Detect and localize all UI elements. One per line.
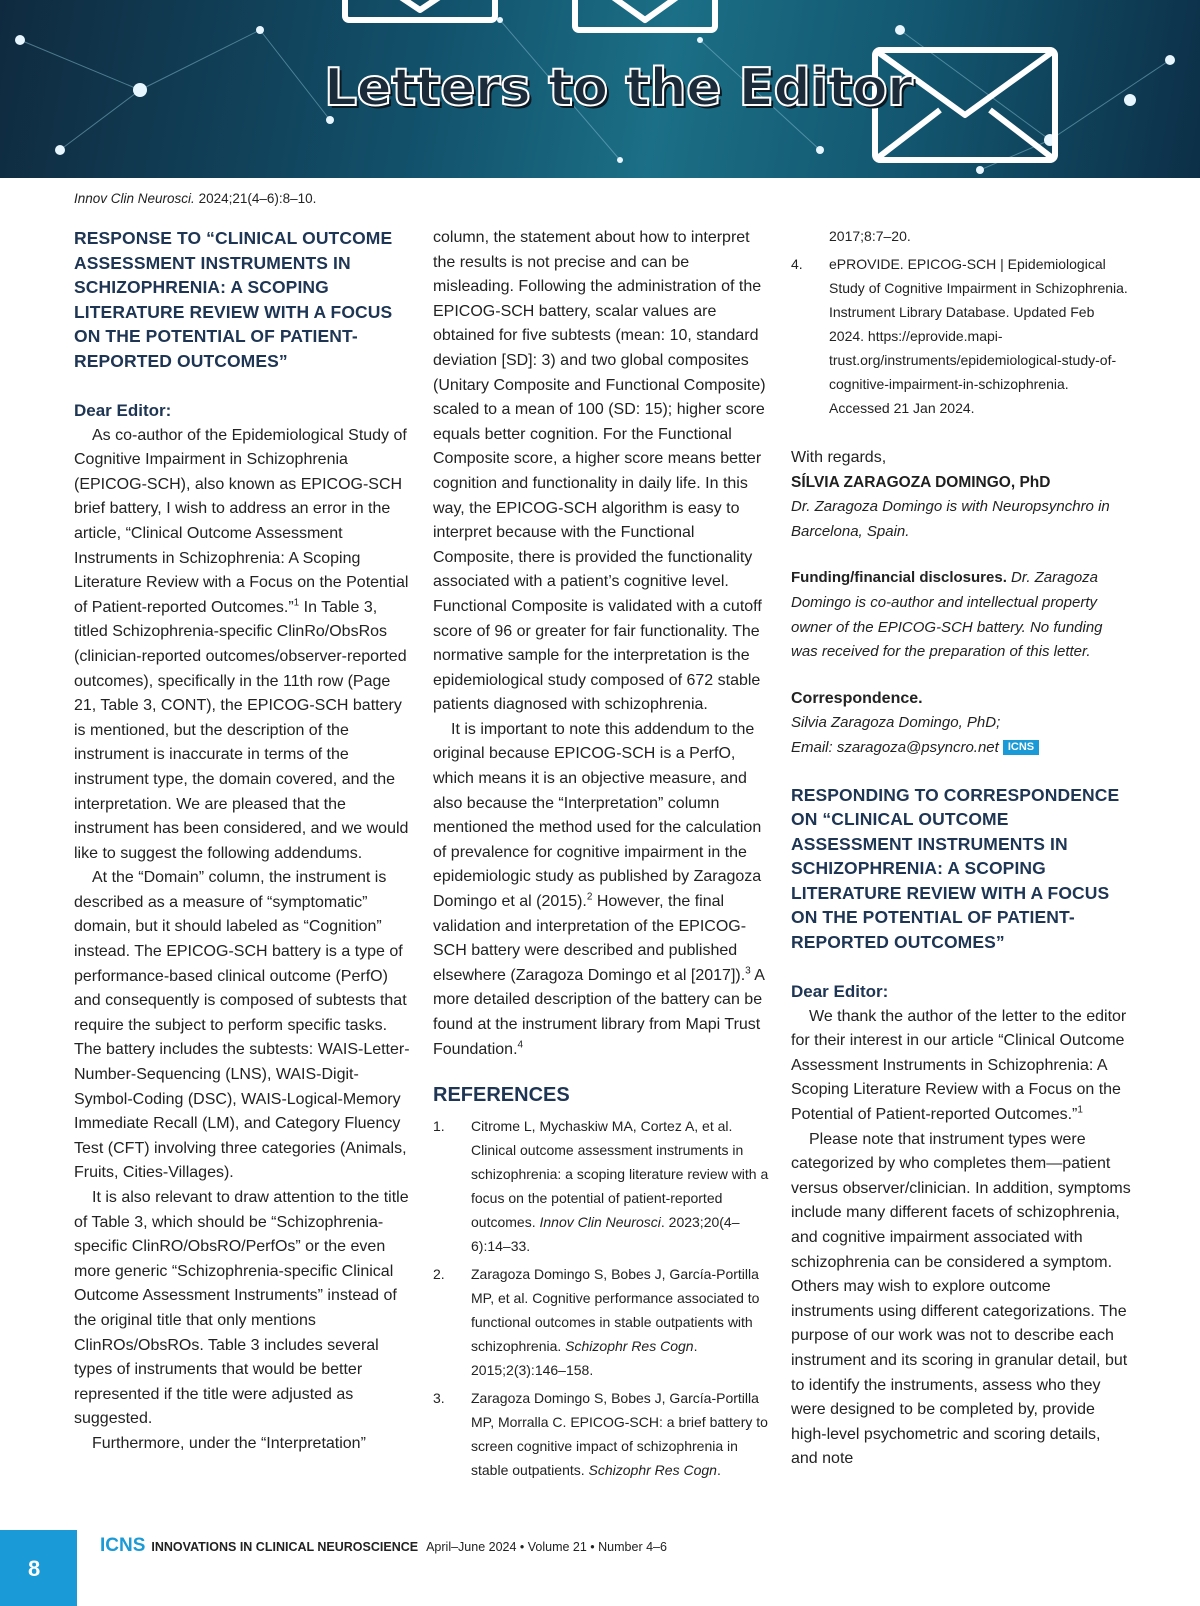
- ref-superscript: 1: [293, 597, 300, 609]
- letter1-heading: RESPONSE TO “CLINICAL OUTCOME ASSESSMENT INSTRUMENTS IN SCHIZOPHRENIA: A SCOPING LITERATURE REVIEW WITH A FOCUS ON THE POTENTIAL OF PATIENT-REPORTED OUTCOMES”: [74, 228, 393, 371]
- reference-number: 3.: [433, 1390, 445, 1407]
- letter1-paragraph-3: It is also relevant to draw attention to the title of Table 3, which should be “Schizophrenia-specific ClinRO/ObsRO/PerfOs” or the even more generic “Schizophrenia-specific Clinical Outcome Assessment Instruments” instead of the original title that only mentions ClinROs/ObsROs. Table 3 includes several types of instruments that would be better represented if the title were adjusted as suggested.: [74, 1189, 409, 1428]
- correspondence-name: Silvia Zaragoza Domingo, PhD;: [791, 714, 1001, 732]
- letter2-salutation: Dear Editor:: [791, 982, 889, 1002]
- reference-text: [471, 1386, 773, 1482]
- correspondence-label: Correspondence.: [791, 689, 923, 707]
- references-heading: REFERENCES: [433, 1084, 570, 1107]
- reference-journal: Schizophr Res Cogn: [588, 1462, 717, 1479]
- regards: With regards,: [791, 449, 887, 466]
- funding-label: Funding/financial disclosures.: [791, 569, 1007, 587]
- page-number: 8: [28, 1556, 41, 1581]
- reference-text: ePROVIDE. EPICOG-SCH | Epidemiological Study of Cognitive Impairment in Schizophrenia. Instrument Library Database. Updated Feb 2024. https://eprovide.mapi-trust.org/instruments/epidemiological-study-of-cognitive-impairment-in-schizophrenia. Accessed 21 Jan 2024.: [829, 256, 1128, 416]
- reference-item: [433, 1114, 773, 1258]
- citation-line: [74, 191, 316, 206]
- letter1-paragraph-5: [433, 718, 773, 1062]
- letter1-paragraph-1: [74, 424, 410, 867]
- letter1-salutation: Dear Editor:: [74, 401, 172, 420]
- author-affiliation: Dr. Zaragoza Domingo is with Neuropsynchro in Barcelona, Spain.: [791, 498, 1110, 540]
- letter1-p5-text-cont: However, the final validation and interpretation of the EPICOG-SCH battery were described and published elsewhere (Zaragoza Domingo et al [2017]).: [433, 893, 747, 984]
- reference-item: [791, 252, 1131, 420]
- correspondence-email-line: [791, 736, 1131, 761]
- letter1-paragraph-4-start: Furthermore, under the “Interpretation”: [92, 1434, 366, 1452]
- footer-running-line: [100, 1535, 667, 1557]
- letter1-paragraph-2: At the “Domain” column, the instrument is described as a measure of “symptomatic” domain, but it should labeled as “Cognition” instead. The EPICOG-SCH battery is a type of performance-based clinical outcome (PerfO) and consequently is composed of subtests that require the subject to perform specific tasks. The battery includes the subtests: WAIS-Letter-Number-Sequencing (LNS), WAIS-Digit-Symbol-Coding (DSC), WAIS-Logical-Memory Immediate Recall (LM), and Category Fluency Test (CFT) involving three categories (Animals, Fruits, Cities-Villages).: [74, 869, 410, 1182]
- reference-item-cont: [791, 224, 1131, 248]
- letter1-body: [74, 399, 410, 1457]
- reference-volume-cont: 2017;8:7–20.: [829, 228, 911, 244]
- letter1-paragraph-4-cont: column, the statement about how to interpret the results is not precise and can be misleading. Following the administration of the EPICOG-SCH battery, scalar values are obtained for five subtests (mean: 10, standard deviation [SD]: 3) and two global composites (Unitary Composite and Functional Composite) scaled to a mean of 100 (SD: 15); higher score equals better cognition. For the Functional Composite score, a higher score means better cognition and functionality in daily life. In this way, the EPICOG-SCH algorithm is easy to interpret because with the Functional Composite, there is provided the functionality associated with a patient’s cognitive level. Functional Composite is validated with a cutoff score of 96 or greater for fair functionality. The normative sample for the interpretation is the epidemiological study composed of 672 stable patients diagnosed with schizophrenia.: [433, 229, 766, 714]
- reference-journal: Schizophr Res Cogn: [565, 1338, 694, 1355]
- letter2-body: [791, 980, 1131, 1472]
- reference-volume: . 2023;20(4–6):14–33.: [471, 1214, 740, 1255]
- letter2-paragraph-2: Please note that instrument types were categorized by who completes them—patient versus observer/clinician. In addition, symptoms include many different facets of schizophrenia, and cognitive impairment associated with schizophrenia can be considered a symptom. Others may wish to explore outcome instruments using different categorizations. The purpose of our work was not to describe each instrument and its scoring in granular detail, but to identify the instruments, assess who they were designed to be completed by, provide high-level psychometric and scoring details, and note: [791, 1130, 1131, 1468]
- letter2-paragraph-1: [791, 1005, 1131, 1128]
- footer-issue: April–June 2024 • Volume 21 • Number 4–6: [426, 1540, 667, 1554]
- reference-text: [471, 1114, 773, 1258]
- ref-superscript: 3: [745, 965, 751, 977]
- column-1: [74, 226, 410, 1457]
- letter2-heading: RESPONDING TO CORRESPONDENCE ON “CLINICAL OUTCOME ASSESSMENT INSTRUMENTS IN SCHIZOPHRENIA: A SCOPING LITERATURE REVIEW WITH A FOCUS ON THE POTENTIAL OF PATIENT-REPORTED OUTCOMES”: [791, 784, 1120, 952]
- ref-superscript: 1: [1077, 1104, 1083, 1116]
- reference-number-blank: [791, 224, 829, 248]
- reference-item: [433, 1262, 773, 1382]
- column-2: [433, 226, 773, 1486]
- letter1-p1-text: As co-author of the Epidemiological Study of Cognitive Impairment in Schizophrenia (EPICOG-SCH), also known as EPICOG-SCH brief battery, I wish to address an error in the article, “Clinical Outcome Assessment Instruments in Schizophrenia: A Scoping Literature Review with a Focus on the Potential of Patient-reported Outcomes.”: [74, 426, 409, 616]
- reference-item: [433, 1386, 773, 1482]
- footer-brand: ICNS: [100, 1535, 146, 1556]
- banner-title: Letters to the Editor: [324, 58, 913, 118]
- reference-body: Citrome L, Mychaskiw MA, Cortez A, et al. Clinical outcome assessment instruments in schizophrenia: a scoping literature review with a focus on the potential of patient-reported outcomes.: [471, 1118, 769, 1231]
- reference-volume: . 2015;2(3):146–158.: [471, 1338, 698, 1379]
- column-3: [791, 224, 1131, 1472]
- letter1-body-cont: [433, 226, 773, 1062]
- correspondence-email: Email: szaragoza@psyncro.net: [791, 738, 999, 756]
- reference-number: 1.: [433, 1118, 445, 1135]
- footer-journal: INNOVATIONS IN CLINICAL NEUROSCIENCE: [151, 1540, 419, 1554]
- reference-text: [471, 1262, 773, 1382]
- ref-superscript: 4: [517, 1039, 524, 1051]
- funding-text: Dr. Zaragoza Domingo is co-author and intellectual property owner of the EPICOG-SCH battery. No funding was received for the preparation of this letter.: [791, 569, 1103, 661]
- author-name: SÍLVIA ZARAGOZA DOMINGO, PhD: [791, 473, 1051, 491]
- citation-details: 2024;21(4–6):8–10.: [194, 191, 317, 206]
- reference-number: 2.: [433, 1266, 445, 1283]
- citation-journal: Innov Clin Neurosci.: [74, 191, 195, 206]
- letter1-p5-text-end: A more detailed description of the battery can be found at the instrument library from Mapi Trust Foundation.: [433, 966, 765, 1058]
- reference-number: 4.: [791, 256, 803, 272]
- ref-superscript: 2: [586, 891, 593, 903]
- signature-block: [791, 446, 1131, 761]
- letter1-p1-text-cont: In Table 3, titled Schizophrenia-specific ClinRo/ObsRos (clinician-reported outcomes/observer-reported outcomes), specifically in the 11th row (Page 21, Table 3, CONT), the EPICOG-SCH battery is mentioned, but the description of the instrument is inaccurate in terms of the instrument type, the domain covered, and the interpretation. We are pleased that the instrument has been considered, and we would like to suggest the following addendums.: [74, 598, 409, 862]
- header-banner: [0, 0, 1200, 178]
- reference-journal: Innov Clin Neurosci: [539, 1214, 661, 1231]
- letter2-p1-text: We thank the author of the letter to the editor for their interest in our article “Clinical Outcome Assessment Instruments in Schizophrenia: A Scoping Literature Review with a Focus on the Potential of Patient-reported Outcomes.”: [791, 1007, 1127, 1123]
- reference-body: Zaragoza Domingo S, Bobes J, García-Portilla MP, et al. Cognitive performance associated to functional outcomes in stable outpatients with schizophrenia.: [471, 1266, 760, 1355]
- funding-disclosure: [791, 566, 1131, 664]
- icns-badge: ICNS: [1003, 740, 1039, 755]
- reference-body: Zaragoza Domingo S, Bobes J, García-Portilla MP, Morralla C. EPICOG-SCH: a brief battery to screen cognitive impact of schizophrenia in stable outpatients.: [471, 1390, 768, 1479]
- letter1-p5-text: It is important to note this addendum to the original because EPICOG-SCH is a PerfO, which means it is an objective measure, and also because the “Interpretation” column mentioned the method used for the calculation of prevalence for cognitive impairment in the epidemiologic study as published by Zaragoza Domingo et al (2015).: [433, 720, 762, 911]
- reference-volume-partial: .: [716, 1462, 721, 1479]
